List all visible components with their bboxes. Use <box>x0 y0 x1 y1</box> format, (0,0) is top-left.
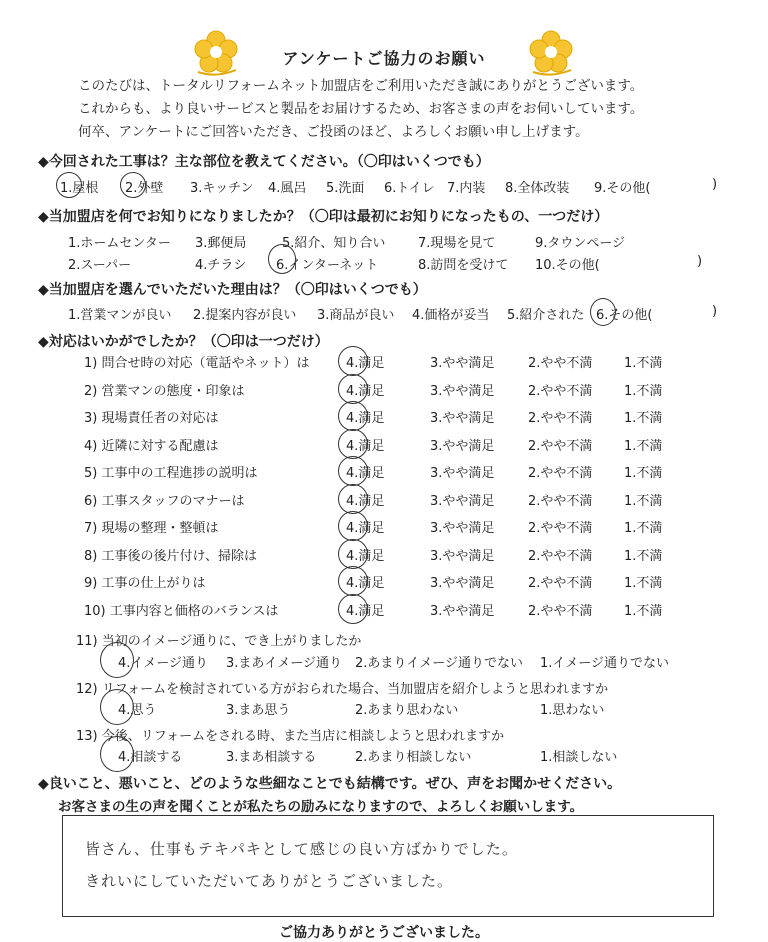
q4-item-6-option-somewhat-satisfied[interactable]: 3.やや満足 <box>430 494 495 509</box>
q11-option-mostly[interactable]: 3.まあイメージ通り <box>226 656 343 671</box>
q2-other-close-paren: ) <box>697 254 703 269</box>
q13-option-probably-not[interactable]: 2.あまり相談しない <box>355 750 472 765</box>
q13-option-will-not[interactable]: 1.相談しない <box>540 750 618 765</box>
q12-option-yes[interactable]: 4.思う <box>118 703 157 718</box>
q4-item-6-option-somewhat-dissatisfied[interactable]: 2.やや不満 <box>528 494 593 509</box>
q4-item-6-option-satisfied[interactable]: 4.満足 <box>346 494 385 509</box>
q4-item-6-answer-circle <box>338 484 368 514</box>
q4-item-1-option-somewhat-dissatisfied[interactable]: 2.やや不満 <box>528 356 593 371</box>
q1-option-roof[interactable]: 1.屋根 <box>60 181 99 196</box>
q4-item-9-option-satisfied[interactable]: 4.満足 <box>346 576 385 591</box>
comment-textarea[interactable] <box>62 815 714 917</box>
q4-item-4-option-somewhat-satisfied[interactable]: 3.やや満足 <box>430 439 495 454</box>
q4-item-7-label: 7) 現場の整理・整頓は <box>84 521 219 536</box>
q2-option-flyer[interactable]: 4.チラシ <box>195 258 247 273</box>
q4-item-5-option-somewhat-dissatisfied[interactable]: 2.やや不満 <box>528 466 593 481</box>
q4-item-5-answer-circle <box>338 456 368 486</box>
q4-item-8-answer-circle <box>338 539 368 569</box>
q4-item-7-answer-circle <box>338 511 368 541</box>
q4-item-2-option-somewhat-dissatisfied[interactable]: 2.やや不満 <box>528 384 593 399</box>
q12-answer-circle <box>100 689 134 725</box>
q11-answer-circle <box>100 642 134 678</box>
q4-item-1-answer-circle <box>338 346 368 376</box>
q4-item-2-option-satisfied[interactable]: 4.満足 <box>346 384 385 399</box>
q2-option-supermarket[interactable]: 2.スーパー <box>68 258 132 273</box>
q4-item-8-option-satisfied[interactable]: 4.満足 <box>346 549 385 564</box>
q1-option-interior[interactable]: 7.内装 <box>447 181 486 196</box>
q12-option-no[interactable]: 1.思わない <box>540 703 605 718</box>
q2-option-saw-site[interactable]: 7.現場を見て <box>418 236 496 251</box>
q4-item-6-option-dissatisfied[interactable]: 1.不満 <box>624 494 663 509</box>
q13-answer-circle <box>100 736 134 772</box>
q4-item-1-option-satisfied[interactable]: 4.満足 <box>346 356 385 371</box>
q1-option-bath[interactable]: 4.風呂 <box>268 181 307 196</box>
q4-item-5-label: 5) 工事中の工程進捗の説明は <box>84 466 258 481</box>
q4-item-10-option-dissatisfied[interactable]: 1.不満 <box>624 604 663 619</box>
intro-line-2: これからも、より良いサービスと製品をお届けするため、お客さまの声をお伺いしています。 <box>78 101 644 117</box>
q4-item-3-label: 3) 現場責任者の対応は <box>84 411 219 426</box>
q1-option-full-renovation[interactable]: 8.全体改装 <box>505 181 570 196</box>
q4-heading: ◆対応はいかがでしたか？（〇印は一つだけ） <box>38 334 329 350</box>
q4-item-5-option-somewhat-satisfied[interactable]: 3.やや満足 <box>430 466 495 481</box>
q3-other-close-paren: ) <box>712 304 718 319</box>
q4-item-10-option-satisfied[interactable]: 4.満足 <box>346 604 385 619</box>
q4-item-9-option-somewhat-dissatisfied[interactable]: 2.やや不満 <box>528 576 593 591</box>
q4-item-3-option-satisfied[interactable]: 4.満足 <box>346 411 385 426</box>
intro-line-3: 何卒、アンケートにご回答いただき、ご投函のほど、よろしくお願い申し上げます。 <box>78 124 589 140</box>
footer-thanks: ご協力ありがとうございました。 <box>279 925 489 941</box>
q3-option-referred[interactable]: 5.紹介された <box>507 308 585 323</box>
intro-line-1: このたびは、トータルリフォームネット加盟店をご利用いただき誠にありがとうございます。 <box>78 78 644 94</box>
q1-option-kitchen[interactable]: 3.キッチン <box>190 181 254 196</box>
q4-item-1-option-somewhat-satisfied[interactable]: 3.やや満足 <box>430 356 495 371</box>
q2-option-visited[interactable]: 8.訪問を受けて <box>418 258 509 273</box>
q4-item-4-label: 4) 近隣に対する配慮は <box>84 439 219 454</box>
q4-item-2-label: 2) 営業マンの態度・印象は <box>84 384 245 399</box>
q4-item-10-answer-circle <box>338 594 368 624</box>
q3-heading: ◆当加盟店を選んでいただいた理由は？（〇印はいくつでも） <box>38 282 427 298</box>
q1-heading: ◆今回された工事は？主な部位を教えてください。（〇印はいくつでも） <box>38 154 490 170</box>
q4-item-8-label: 8) 工事後の後片付け、掃除は <box>84 549 257 564</box>
q4-item-7-option-somewhat-dissatisfied[interactable]: 2.やや不満 <box>528 521 593 536</box>
q1-option-other[interactable]: 9.その他( <box>594 181 651 196</box>
q2-heading: ◆当加盟店を何でお知りになりましたか？（〇印は最初にお知りになったもの、一つだけ） <box>38 209 609 225</box>
q4-item-4-option-somewhat-dissatisfied[interactable]: 2.やや不満 <box>528 439 593 454</box>
comments-heading: ◆良いこと、悪いこと、どのような些細なことでも結構です。ぜひ、声をお聞かせください。 <box>38 776 622 792</box>
q4-item-9-option-somewhat-satisfied[interactable]: 3.やや満足 <box>430 576 495 591</box>
q4-item-2-answer-circle <box>338 374 368 404</box>
q2-option-other[interactable]: 10.その他( <box>535 258 600 273</box>
q12-label: 12) リフォームを検討されている方がおられた場合、当加盟店を紹介しようと思われますか <box>76 682 609 697</box>
q3-option-proposal[interactable]: 2.提案内容が良い <box>193 308 297 323</box>
q11-option-not-really[interactable]: 2.あまりイメージ通りでない <box>355 656 524 671</box>
q4-item-4-option-satisfied[interactable]: 4.満足 <box>346 439 385 454</box>
q12-option-probably[interactable]: 3.まあ思う <box>226 703 291 718</box>
q13-option-will-consult[interactable]: 4.相談する <box>118 750 183 765</box>
q4-item-10-option-somewhat-satisfied[interactable]: 3.やや満足 <box>430 604 495 619</box>
q4-item-3-answer-circle <box>338 401 368 431</box>
q1-answer-circle-roof <box>56 172 82 198</box>
q4-item-9-label: 9) 工事の仕上がりは <box>84 576 206 591</box>
q4-item-6-label: 6) 工事スタッフのマナーは <box>84 494 245 509</box>
q4-item-10-option-somewhat-dissatisfied[interactable]: 2.やや不満 <box>528 604 593 619</box>
comments-subheading: お客さまの生の声を聞くことが私たちの励みになりますので、よろしくお願いします。 <box>58 799 584 815</box>
q13-label: 13) 今後、リフォームをされる時、また当店に相談しようと思われますか <box>76 729 505 744</box>
q11-label: 11) 当初のイメージ通りに、でき上がりましたか <box>76 634 362 649</box>
q4-item-4-option-dissatisfied[interactable]: 1.不満 <box>624 439 663 454</box>
q11-option-not[interactable]: 1.イメージ通りでない <box>540 656 670 671</box>
comment-line-2: きれいにしていただいてありがとうございました。 <box>85 872 454 890</box>
q4-item-3-option-somewhat-dissatisfied[interactable]: 2.やや不満 <box>528 411 593 426</box>
q4-item-1-label: 1) 問合せ時の対応（電話やネット）は <box>84 356 310 371</box>
q4-item-9-option-dissatisfied[interactable]: 1.不満 <box>624 576 663 591</box>
q1-other-close-paren: ) <box>712 177 718 192</box>
q3-option-price[interactable]: 4.価格が妥当 <box>412 308 490 323</box>
q2-option-internet[interactable]: 6.インターネット <box>276 258 379 273</box>
q4-item-7-option-somewhat-satisfied[interactable]: 3.やや満足 <box>430 521 495 536</box>
q1-answer-circle-exterior-wall <box>120 172 146 198</box>
q4-item-9-answer-circle <box>338 566 368 596</box>
q3-option-salesperson[interactable]: 1.営業マンが良い <box>68 308 172 323</box>
q4-item-2-option-dissatisfied[interactable]: 1.不満 <box>624 384 663 399</box>
q12-option-probably-not[interactable]: 2.あまり思わない <box>355 703 459 718</box>
q1-option-toilet[interactable]: 6.トイレ <box>384 181 435 196</box>
q4-item-7-option-satisfied[interactable]: 4.満足 <box>346 521 385 536</box>
q2-option-post-office[interactable]: 3.郵便局 <box>195 236 247 251</box>
q2-option-home-center[interactable]: 1.ホームセンター <box>68 236 171 251</box>
q4-item-7-option-dissatisfied[interactable]: 1.不満 <box>624 521 663 536</box>
q4-item-2-option-somewhat-satisfied[interactable]: 3.やや満足 <box>430 384 495 399</box>
q3-option-other[interactable]: 6.その他( <box>596 308 653 323</box>
q4-item-3-option-somewhat-satisfied[interactable]: 3.やや満足 <box>430 411 495 426</box>
q4-item-10-label: 10) 工事内容と価格のバランスは <box>84 604 279 619</box>
q4-item-3-option-dissatisfied[interactable]: 1.不満 <box>624 411 663 426</box>
q11-option-as-imagined[interactable]: 4.イメージ通り <box>118 656 209 671</box>
q1-option-exterior-wall[interactable]: 2.外壁 <box>125 181 164 196</box>
q4-item-8-option-somewhat-satisfied[interactable]: 3.やや満足 <box>430 549 495 564</box>
comment-line-1: 皆さん、仕事もテキパキとして感じの良い方ばかりでした。 <box>85 840 518 858</box>
q4-item-5-option-dissatisfied[interactable]: 1.不満 <box>624 466 663 481</box>
q2-option-town-page[interactable]: 9.タウンページ <box>535 236 626 251</box>
q13-option-probably[interactable]: 3.まあ相談する <box>226 750 317 765</box>
q3-answer-circle-other <box>590 298 616 326</box>
q4-item-5-option-satisfied[interactable]: 4.満足 <box>346 466 385 481</box>
q4-item-4-answer-circle <box>338 429 368 459</box>
q2-option-referral[interactable]: 5.紹介、知り合い <box>282 236 386 251</box>
q3-option-products[interactable]: 3.商品が良い <box>317 308 395 323</box>
q1-option-washroom[interactable]: 5.洗面 <box>326 181 365 196</box>
page-title: アンケートご協力のお願い <box>282 49 486 68</box>
q2-answer-circle-internet <box>268 244 296 274</box>
q4-item-8-option-somewhat-dissatisfied[interactable]: 2.やや不満 <box>528 549 593 564</box>
q4-item-8-option-dissatisfied[interactable]: 1.不満 <box>624 549 663 564</box>
q4-item-1-option-dissatisfied[interactable]: 1.不満 <box>624 356 663 371</box>
